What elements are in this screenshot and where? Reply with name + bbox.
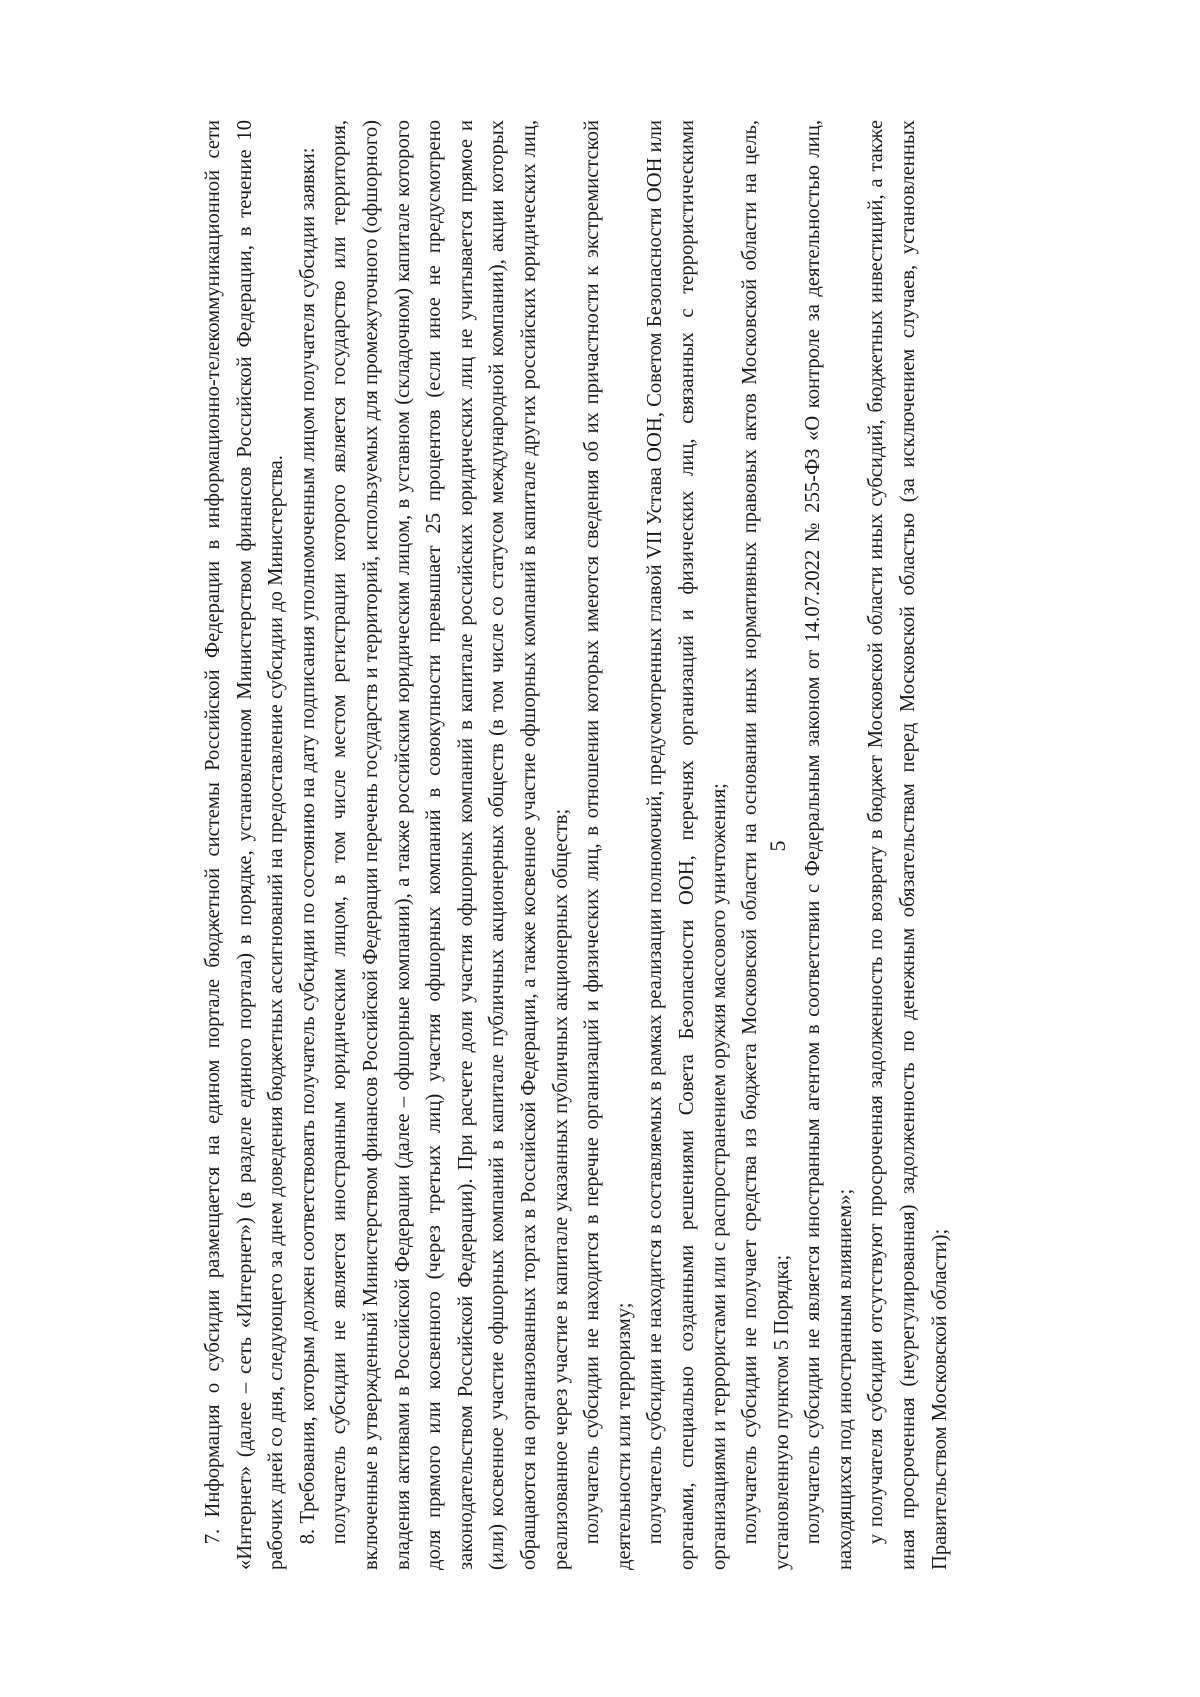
requirement-not-un-sanctions-list: получатель субсидии не находится в составляемых в рамках реализации полномочий, предусмотренных главой VII Устава ООН, Советом Безопасности ООН или органами, специально созданными решениями Совета Безопасности ООН, перечнях организаций и физических лиц, связанных с террористическими организациями и террористами или с распространением оружия массового уничтожения; [644,120,730,1570]
document-body [198,120,1030,1570]
requirement-no-overdue-debt: у получателя субсидии отсутствуют просроченная задолженность по возврату в бюджет Московской области иных субсидий, бюджетных инвестиций, а также иная просроченная (неурегулированная) задолженность по денежным обязательствам перед Московской областью (за исключением случаев, установленных Правительством Московской области); [865,120,951,1570]
requirement-not-extremist-list: получатель субсидии не находится в перечне организаций и физических лиц, в отношении которых имеются сведения об их причастности к экстремистской деятельности или терроризму; [581,120,635,1570]
paragraph-7-info-publication: 7. Информация о субсидии размещается на едином портале бюджетной системы Российской Федерации в информационно-телекоммуникационной сети «Интернет» (далее – сеть «Интернет») (в разделе единого портала) в порядке, установленном Министерством финансов Российской Федерации, в течение 10 рабочих дней со дня, следующего за днем доведения бюджетных ассигнований на предоставление субсидии до Министерства. [202,120,288,1570]
requirement-no-duplicate-funding: получатель субсидии не получает средства из бюджета Московской области на основании иных нормативных правовых актов Московской области на цель, установленную пунктом 5 Порядка; [739,120,793,1570]
requirement-not-foreign-agent: получатель субсидии не является иностранным агентом в соответствии с Федеральным законом от 14.07.2022 № 255-ФЗ «О контроле за деятельностью лиц, находящихся под иностранным влиянием»; [802,120,856,1570]
paragraph-8-requirements: 8. Требования, которым должен соответствовать получатель субсидии по состоянию на дату подписания уполномоченным лицом получателя субсидии заявки: [296,147,319,1545]
requirement-not-foreign-entity: получатель субсидии не является иностранным юридическим лицом, в том числе местом регистрации которого является государство или территория, включенные в утвержденный Министерством финансов Российской Федерации перечень государств и территорий, используемых для промежуточного (офшорного) владения активами в Российской Федерации (далее – офшорные компании), а также российским юридическим лицом, в уставном (складочном) капитале которого доля прямого или косвенного (через третьих лиц) участия офшорных компаний в совокупности превышает 25 процентов (если иное не предусмотрено законодательством Российской Федерации). При расчете доли участия офшорных компаний в капитале российских юридических лиц не учитывается прямое и (или) косвенное участие офшорных компаний в капитале публичных акционерных обществ (в том числе со статусом международной компании), акции которых обращаются на организованных торгах в Российской Федерации, а также косвенное участие офшорных компаний в капитале других российских юридических лиц, реализованное через участие в капитале указанных публичных акционерных обществ; [328,120,572,1570]
page-number: 5 [765,840,790,852]
